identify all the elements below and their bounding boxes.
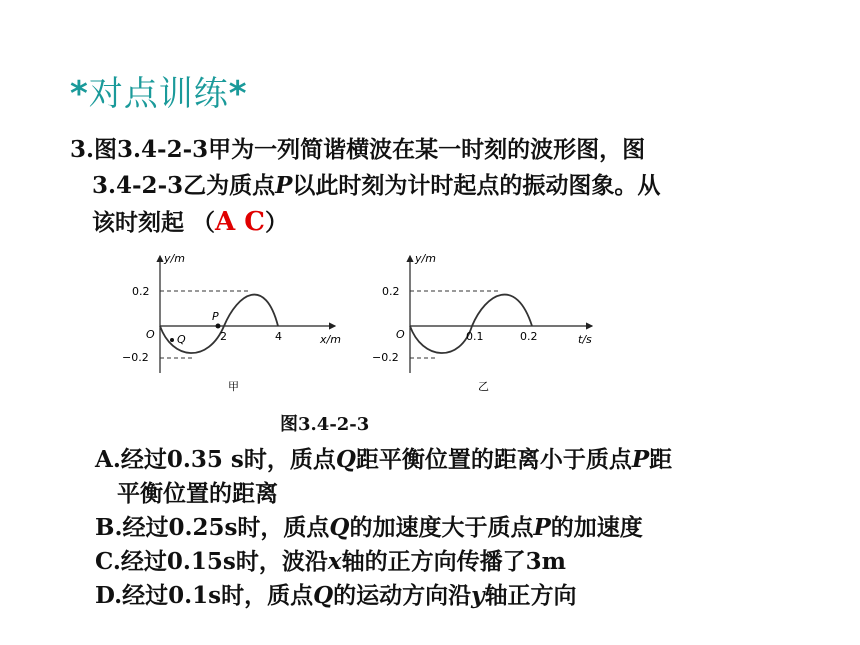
option-b-var-p: P bbox=[533, 514, 551, 541]
section-title-text: 对点训练 bbox=[88, 74, 229, 114]
question-line-2-a: 3.4-2-3乙为质点 bbox=[92, 172, 276, 199]
wave-figure bbox=[120, 248, 620, 408]
yi-y-pos: 0.2 bbox=[382, 285, 400, 298]
option-d-text-1: D.经过0.1s时，质点 bbox=[95, 582, 314, 609]
jia-tick-2: 2 bbox=[220, 330, 227, 343]
option-c-var-x: x bbox=[327, 548, 342, 575]
option-a bbox=[95, 443, 815, 511]
yi-y-neg: −0.2 bbox=[372, 351, 399, 364]
question-line-3-end: ） bbox=[264, 209, 288, 236]
option-a-var-q: Q bbox=[335, 446, 356, 473]
graph-yi bbox=[372, 252, 592, 393]
option-a-text-3: 距 bbox=[649, 446, 673, 473]
question-line-3 bbox=[70, 204, 790, 241]
question-line-2 bbox=[70, 168, 790, 204]
option-d-text-2: 的运动方向沿 bbox=[333, 582, 472, 609]
jia-label-p: P bbox=[212, 310, 219, 323]
yi-tick-01: 0.1 bbox=[466, 330, 484, 343]
question-line-3-a: 该时刻起 （ bbox=[92, 209, 216, 236]
star-icon-left: * bbox=[70, 74, 89, 114]
jia-label-q: Q bbox=[177, 333, 186, 346]
yi-caption: 乙 bbox=[478, 380, 489, 393]
jia-point-q bbox=[170, 338, 174, 342]
jia-caption: 甲 bbox=[228, 380, 239, 393]
answer-text: A C bbox=[215, 207, 265, 237]
option-b-text-1: B.经过0.25s时，质点 bbox=[95, 514, 330, 541]
jia-tick-4: 4 bbox=[275, 330, 282, 343]
option-b-text-3: 的加速度 bbox=[550, 514, 643, 541]
option-a-var-p: P bbox=[631, 446, 650, 473]
options-list bbox=[95, 443, 815, 613]
yi-wave-curve bbox=[410, 295, 532, 353]
question-text bbox=[70, 132, 790, 241]
option-d-var-y: y bbox=[471, 582, 485, 609]
jia-y-label: y/m bbox=[164, 252, 185, 265]
yi-tick-02: 0.2 bbox=[520, 330, 538, 343]
option-d bbox=[95, 579, 815, 613]
option-b-text-2: 的加速度大于质点 bbox=[349, 514, 534, 541]
option-b bbox=[95, 511, 815, 545]
option-c-text-2: 轴的正方向传播了3m bbox=[341, 548, 566, 575]
question-line-2-b: 以此时刻为计时起点的振动图象。从 bbox=[292, 172, 661, 199]
option-d-var-q: Q bbox=[313, 582, 334, 609]
star-icon-right: * bbox=[228, 74, 248, 114]
option-a-continuation: 平衡位置的距离 bbox=[117, 480, 278, 507]
section-title bbox=[70, 66, 248, 115]
jia-y-pos: 0.2 bbox=[132, 285, 150, 298]
option-a-text-2: 距平衡位置的距离小于质点 bbox=[355, 446, 632, 473]
yi-y-label: y/m bbox=[415, 252, 436, 265]
jia-y-neg: −0.2 bbox=[122, 351, 149, 364]
option-a-text-1: A.经过0.35 s时，质点 bbox=[95, 446, 336, 473]
option-b-var-q: Q bbox=[329, 514, 350, 541]
jia-x-label: x/m bbox=[320, 333, 341, 346]
var-p: P bbox=[275, 172, 293, 199]
question-line-1: 3.图3.4-2-3甲为一列简谐横波在某一时刻的波形图，图 bbox=[70, 136, 646, 163]
jia-origin: O bbox=[146, 328, 155, 341]
figure-caption: 图3.4-2-3 bbox=[280, 414, 370, 435]
yi-origin: O bbox=[396, 328, 405, 341]
graph-jia bbox=[122, 252, 341, 393]
option-c-text-1: C.经过0.15s时，波沿 bbox=[95, 548, 328, 575]
option-d-text-3: 轴正方向 bbox=[484, 582, 577, 609]
yi-x-label: t/s bbox=[578, 333, 592, 346]
option-c bbox=[95, 545, 815, 579]
jia-point-p bbox=[216, 324, 221, 329]
